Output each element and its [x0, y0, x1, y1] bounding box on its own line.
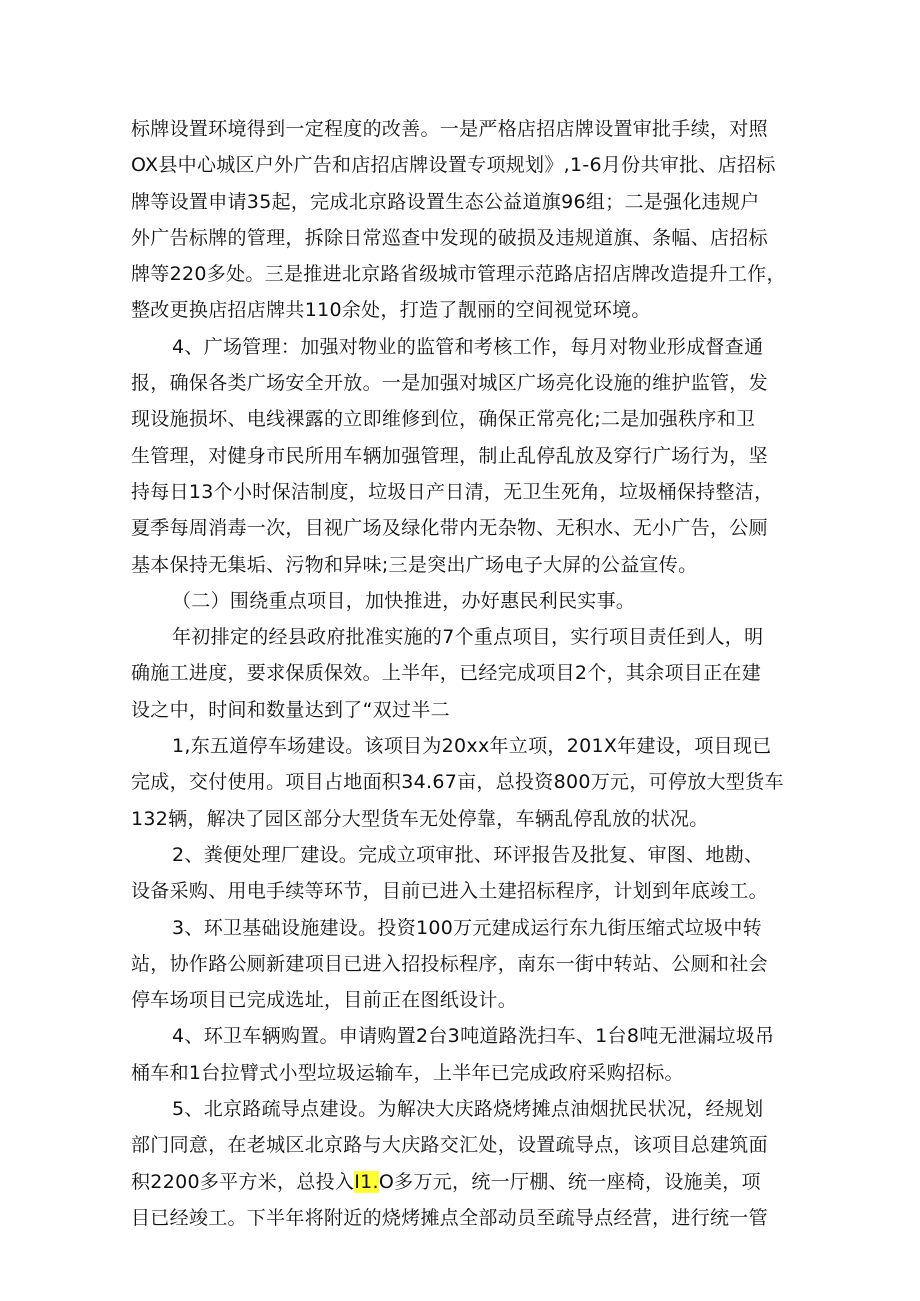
text-line	[131, 655, 793, 691]
text-line	[131, 764, 793, 800]
text-line	[131, 111, 793, 147]
text-line-content: 5、北京路疏导点建设。为解决大庆路烧烤摊点油烟扰民状况，经规划	[172, 1098, 764, 1121]
text-line	[131, 438, 793, 474]
text-line-content: 基本保持无集垢、污物和异味;三是突出广场电子大屏的公益宣传。	[131, 553, 698, 576]
text-line	[131, 1055, 793, 1091]
text-line	[131, 946, 793, 982]
text-line	[131, 801, 793, 837]
text-line-content: 外广告标牌的管理，拆除日常巡查中发现的破损及违规道旗、条幅、店招标	[131, 226, 768, 249]
text-line-content: 桶车和1台拉臂式小型垃圾运输车，上半年已完成政府采购招标。	[131, 1061, 684, 1084]
text-line-content: 1,东五道停车场建设。该项目为20xx年立项，201X年建设，项目现已	[172, 735, 772, 758]
text-line	[131, 547, 793, 583]
text-line-content: 年初排定的经县政府批准实施的7个重点项目，实行项目责任到人，明	[172, 626, 764, 649]
text-line-content: 设之中，时间和数量达到了“双过半二	[131, 698, 450, 721]
text-line	[131, 873, 793, 909]
highlighted-text: I1.	[354, 1170, 379, 1193]
text-line	[131, 184, 793, 220]
text-line-content: 停车场项目已完成选址，目前正在图纸设计。	[131, 989, 518, 1012]
text-line	[131, 1091, 793, 1127]
document-body	[131, 111, 793, 1236]
text-line-content: 报，确保各类广场安全开放。一是加强对城区广场亮化设施的维护监管，发	[131, 372, 768, 395]
text-line-content: 3、环卫基础设施建设。投资100万元建成运行东九街压缩式垃圾中转	[172, 916, 762, 939]
text-line-content: 完成，交付使用。项目占地面积34.67亩，总投资800万元，可停放大型货车	[131, 771, 784, 794]
text-line	[131, 256, 793, 292]
text-line-content: 4、广场管理：加强对物业的监管和考核工作，每月对物业形成督查通	[172, 335, 764, 358]
text-line-content: 整改更换店招店牌共110余处，打造了靓丽的空间视觉环境。	[131, 299, 651, 322]
text-line	[131, 292, 793, 328]
text-line	[131, 220, 793, 256]
text-line-content: 4、环卫车辆购置。申请购置2台3吨道路洗扫车、1台8吨无泄漏垃圾吊	[172, 1025, 775, 1048]
text-line-content: OX县中心城区户外广告和店招店牌设置专项规划》,1-6月份共审批、店招标	[131, 154, 776, 177]
text-line-content: 夏季每周消毒一次，目视广场及绿化带内无杂物、无积水、无小广告，公厕	[131, 517, 768, 540]
text-line-content: 设备采购、用电手续等环节，目前已进入土建招标程序，计划到年底竣工。	[131, 880, 768, 903]
text-line-content: 部门同意，在老城区北京路与大庆路交汇处，设置疏导点，该项目总建筑面	[131, 1134, 768, 1157]
text-line	[131, 728, 793, 764]
text-line-content: 生管理，对健身市民所用车辆加强管理，制止乱停乱放及穿行广场行为，坚	[131, 444, 768, 467]
text-line	[131, 365, 793, 401]
text-line	[131, 401, 793, 437]
text-line	[131, 1127, 793, 1163]
text-line-content: 持每日13个小时保洁制度，垃圾日产日清，无卫生死角，垃圾桶保持整洁，	[131, 480, 774, 503]
text-line	[131, 619, 793, 655]
text-line	[131, 910, 793, 946]
text-line-content: （二）围绕重点项目，加快推进，办好惠民利民实事。	[172, 589, 636, 612]
text-line	[131, 1018, 793, 1054]
text-line-content: 站，协作路公厕新建项目已进入招投标程序，南东一街中转站、公厕和社会	[131, 952, 768, 975]
text-line	[131, 474, 793, 510]
text-line	[131, 837, 793, 873]
text-line-content: 132辆，解决了园区部分大型货车无处停靠，车辆乱停乱放的状况。	[131, 807, 709, 830]
text-line-content: 牌等220多处。三是推进北京路省级城市管理示范路店招店牌改造提升工作，	[131, 263, 786, 286]
text-line-content: 积2200多平方米，总投入	[131, 1170, 355, 1193]
text-line	[131, 583, 793, 619]
text-line	[131, 329, 793, 365]
text-line-content: 2、粪便处理厂建设。完成立项审批、环评报告及批复、审图、地勘、	[172, 843, 764, 866]
text-line	[131, 1164, 793, 1200]
text-line-continuation: O多万元，统一厅棚、统一座椅，设施美，项	[378, 1170, 761, 1193]
text-line	[131, 147, 793, 183]
text-line-content: 牌等设置申请35起，完成北京路设置生态公益道旗96组；二是强化违规户	[131, 190, 760, 213]
text-line	[131, 510, 793, 546]
text-line-content: 确施工进度，要求保质保效。上半年，已经完成项目2个，其余项目正在建	[131, 662, 761, 685]
text-line	[131, 982, 793, 1018]
text-line-content: 目已经竣工。下半年将附近的烧烤摊点全部动员至疏导点经营，进行统一管	[131, 1206, 768, 1229]
text-line-content: 现设施损坏、电线裸露的立即维修到位，确保正常亮化;二是加强秩序和卫	[131, 408, 756, 431]
text-line-content: 标牌设置环境得到一定程度的改善。一是严格店招店牌设置审批手续，对照	[131, 118, 768, 140]
text-line	[131, 692, 793, 728]
text-line	[131, 1200, 793, 1236]
